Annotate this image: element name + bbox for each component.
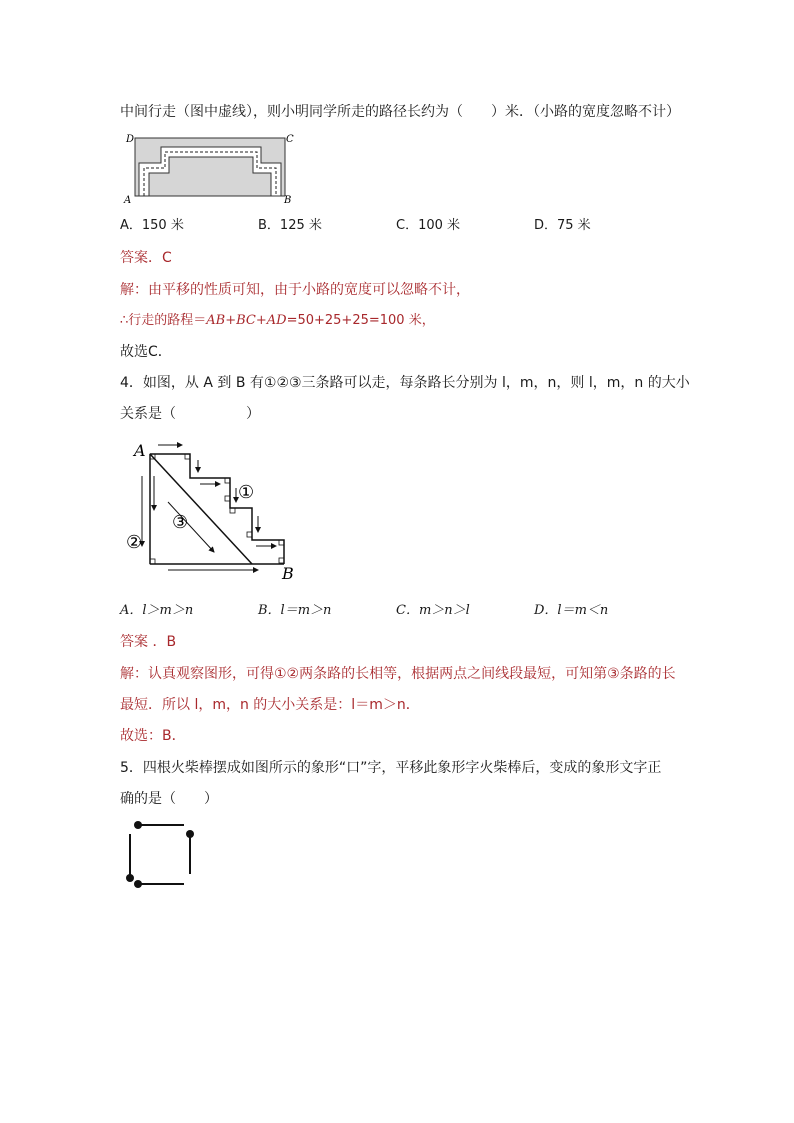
label-path-2: ② bbox=[126, 532, 143, 553]
label-path-3: ③ bbox=[172, 512, 189, 533]
q3-option-b: B．125 米 bbox=[258, 218, 322, 233]
q4-option-d: D．l＝m＜n bbox=[534, 603, 609, 618]
q4-option-c: C．m＞n＞l bbox=[396, 603, 470, 618]
q3-option-a: A．150 米 bbox=[120, 218, 184, 233]
label-A: A bbox=[134, 441, 146, 460]
q3-solution-1: 解：由平移的性质可知，由于小路的宽度可以忽略不计， bbox=[120, 282, 470, 298]
q3-conclusion: 故选C． bbox=[120, 344, 172, 360]
q3-figure bbox=[118, 126, 298, 206]
q3-solution-2: ∴行走的路程＝AB+BC+AD=50+25+25=100 米， bbox=[120, 313, 435, 328]
label-C: C bbox=[286, 134, 294, 145]
q5-figure bbox=[122, 816, 202, 896]
q3-stem-tail: 中间行走（图中虚线），则小明同学所走的路径长约为（ ）米．（小路的宽度忽略不计） bbox=[120, 104, 680, 120]
q4-option-a: A．l＞m＞n bbox=[120, 603, 194, 618]
q5-stem-line2: 确的是（ ） bbox=[120, 791, 218, 807]
q4-option-b: B．l＝m＞n bbox=[258, 603, 332, 618]
label-D: D bbox=[126, 134, 135, 145]
q4-stem-line2: 关系是（ ） bbox=[120, 406, 260, 422]
q5-stem-line1: 5．四根火柴棒摆成如图所示的象形“口”字，平移此象形字火柴棒后，变成的象形文字正 bbox=[120, 760, 662, 776]
label-B: B bbox=[282, 564, 294, 583]
label-B: B bbox=[284, 195, 292, 206]
q4-conclusion: 故选：B． bbox=[120, 728, 186, 744]
q4-stem-line1: 4．如图，从 A 到 B 有①②③三条路可以走，每条路长分别为 l，m，n，则 l，m，n 的大小 bbox=[120, 375, 690, 391]
q3-option-c: C．100 米 bbox=[396, 218, 461, 233]
q3-option-d: D．75 米 bbox=[534, 218, 591, 233]
q3-answer: 答案．C bbox=[120, 250, 172, 266]
label-A: A bbox=[124, 195, 132, 206]
q4-solution-1: 解：认真观察图形，可得①②两条路的长相等，根据两点之间线段最短，可知第③条路的长 bbox=[120, 666, 676, 682]
q4-answer: 答案 ．B bbox=[120, 634, 177, 650]
q4-figure bbox=[122, 436, 302, 586]
q4-solution-2: 最短．所以 l，m，n 的大小关系是：l＝m＞n． bbox=[120, 697, 420, 713]
label-path-1: ① bbox=[238, 482, 255, 503]
